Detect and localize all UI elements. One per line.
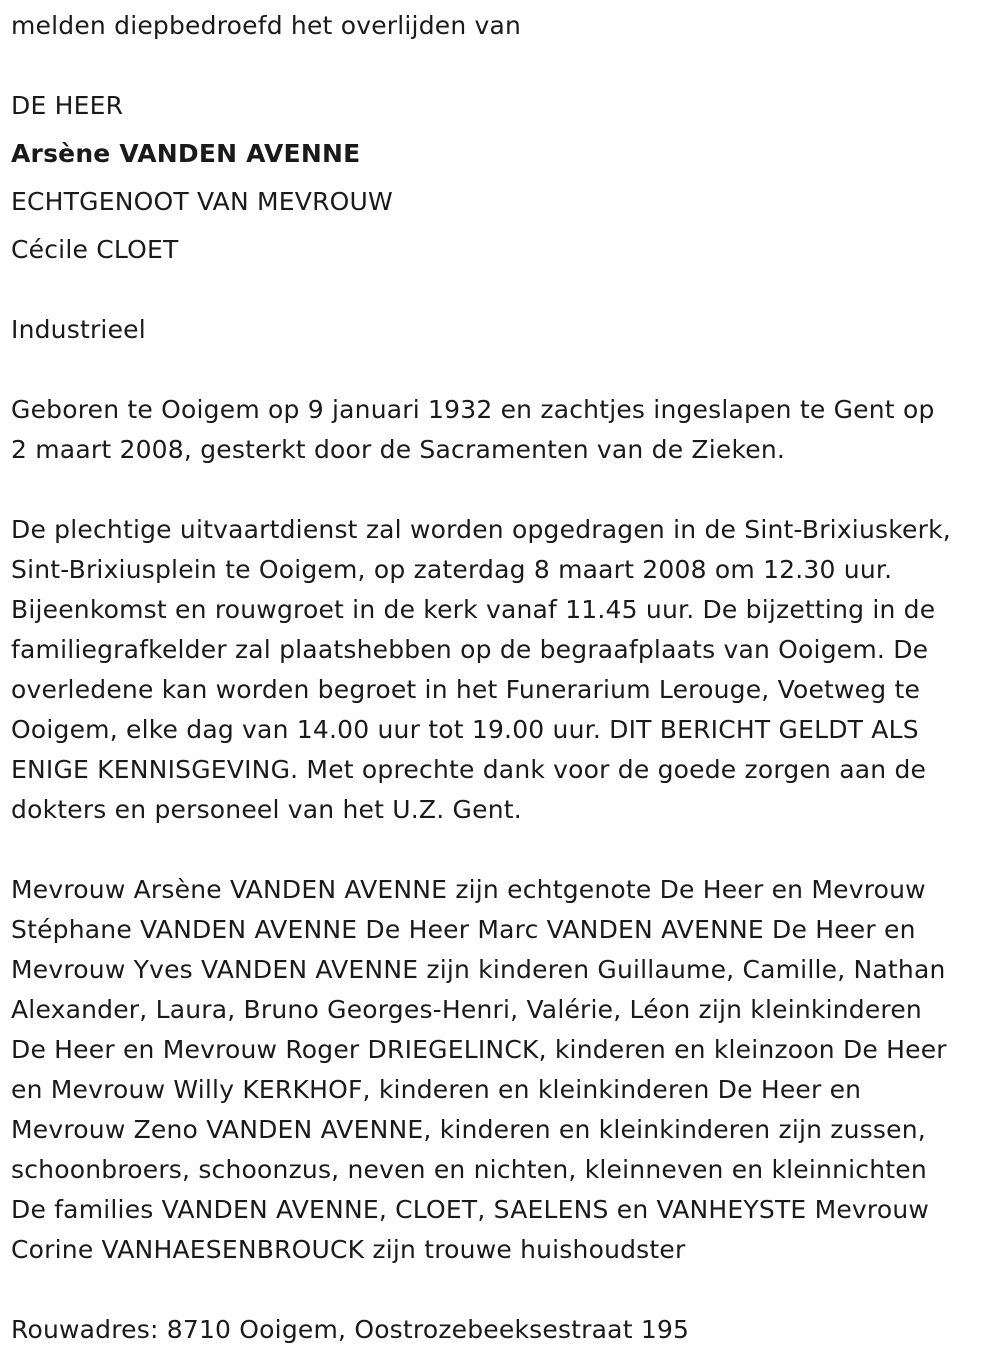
intro-text: melden diepbedroefd het overlijden van [11,11,522,40]
paragraph-line: Ooigem, elke dag van 14.00 uur tot 19.00 uur. DIT BERICHT GELDT ALS [11,715,919,744]
occupation: Industrieel [11,315,146,344]
deceased-name: Arsène VANDEN AVENNE [11,139,361,168]
funeral-service-paragraph [11,510,995,830]
paragraph-line: De Heer en Mevrouw Roger DRIEGELINCK, kinderen en kleinzoon De Heer [11,1035,947,1064]
paragraph-line: schoonbroers, schoonzus, neven en nichten, kleinneven en kleinnichten [11,1155,927,1184]
paragraph-line: Mevrouw Zeno VANDEN AVENNE, kinderen en kleinkinderen zijn zussen, [11,1115,926,1144]
paragraph-line: familiegrafkelder zal plaatshebben op de begraafplaats van Ooigem. De [11,635,929,664]
paragraph-line: De plechtige uitvaartdienst zal worden opgedragen in de Sint-Brixiuskerk, [11,515,951,544]
paragraph-line: Mevrouw Yves VANDEN AVENNE zijn kinderen Guillaume, Camille, Nathan [11,955,946,984]
paragraph-line: overledene kan worden begroet in het Funerarium Lerouge, Voetweg te [11,675,921,704]
paragraph-line: Bijeenkomst en rouwgroet in de kerk vanaf 11.45 uur. De bijzetting in de [11,595,936,624]
spouse-title: ECHTGENOOT VAN MEVROUW [11,187,393,216]
paragraph-line: 2 maart 2008, gesterkt door de Sacramenten van de Zieken. [11,435,786,464]
paragraph-line: Stéphane VANDEN AVENNE De Heer Marc VANDEN AVENNE De Heer en [11,915,916,944]
spouse-name: Cécile CLOET [11,235,179,264]
family-paragraph [11,870,995,1270]
paragraph-line: Sint-Brixiusplein te Ooigem, op zaterdag 8 maart 2008 om 12.30 uur. [11,555,893,584]
paragraph-line: en Mevrouw Willy KERKHOF, kinderen en kleinkinderen De Heer en [11,1075,862,1104]
mourning-address: Rouwadres: 8710 Ooigem, Oostrozebeeksestraat 195 [11,1315,690,1344]
paragraph-line: De families VANDEN AVENNE, CLOET, SAELENS en VANHEYSTE Mevrouw [11,1195,930,1224]
paragraph-line: Corine VANHAESENBROUCK zijn trouwe huishoudster [11,1235,686,1264]
paragraph-line: ENIGE KENNISGEVING. Met oprechte dank voor de goede zorgen aan de [11,755,927,784]
paragraph-line: Geboren te Ooigem op 9 januari 1932 en zachtjes ingeslapen te Gent op [11,395,935,424]
birth-death-paragraph [11,390,995,470]
paragraph-line: Mevrouw Arsène VANDEN AVENNE zijn echtgenote De Heer en Mevrouw [11,875,926,904]
paragraph-line: dokters en personeel van het U.Z. Gent. [11,795,522,824]
paragraph-line: Alexander, Laura, Bruno Georges-Henri, Valérie, Léon zijn kleinkinderen [11,995,922,1024]
deceased-title: DE HEER [11,91,124,120]
